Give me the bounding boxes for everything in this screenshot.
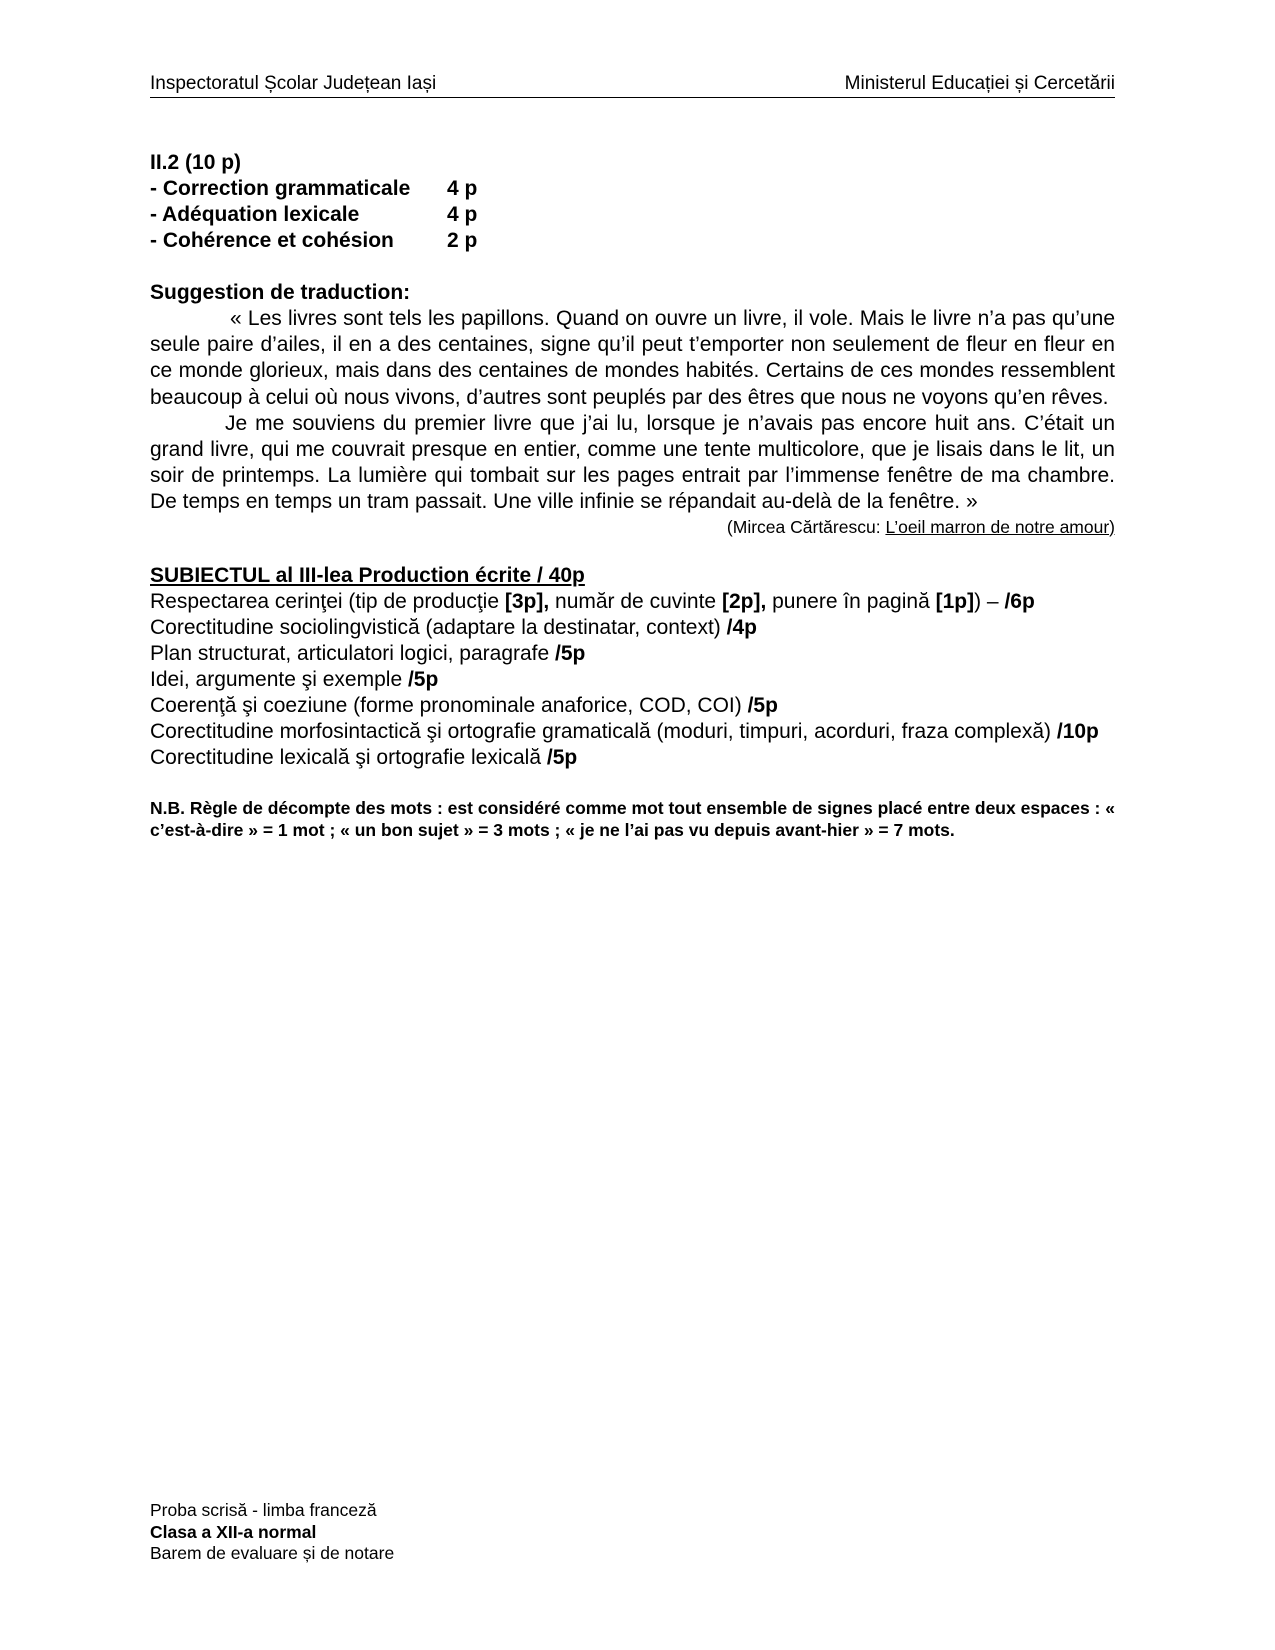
citation-author: (Mircea Cărtărescu: xyxy=(726,516,886,537)
translation-heading: Suggestion de traduction: xyxy=(150,281,411,304)
subject-3-line xyxy=(150,641,1115,667)
criterion-points: /6p xyxy=(1004,589,1035,613)
citation xyxy=(150,516,1115,538)
criterion-text: punere în pagină xyxy=(766,589,936,613)
criterion-text: ) – xyxy=(974,589,1005,613)
header-right: Ministerul Educației și Cercetării xyxy=(844,73,1115,94)
criterion-text: Coerenţă şi coeziune (forme pronominale anaforice, COD, COI) xyxy=(150,693,748,717)
criterion-label: - Cohérence et cohésion xyxy=(150,229,394,252)
subject-3-line xyxy=(150,589,1115,615)
header-left: Inspectoratul Școlar Județean Iași xyxy=(150,73,437,94)
criterion-points: [1p] xyxy=(935,589,975,613)
subject-3-line xyxy=(150,745,1115,771)
subject-3-line xyxy=(150,667,1115,693)
page-footer xyxy=(150,1500,394,1565)
criterion-text: număr de cuvinte xyxy=(549,589,722,613)
criterion-points: 2 p xyxy=(447,229,478,252)
criterion-text: Corectitudine sociolingvistică (adaptare la destinatar, context) xyxy=(150,615,727,639)
criterion-points: [2p], xyxy=(721,589,767,613)
page-header xyxy=(150,73,1115,98)
criterion-row xyxy=(150,228,1115,254)
subject-3-line xyxy=(150,615,1115,641)
criterion-row xyxy=(150,202,1115,228)
criterion-text: Corectitudine lexicală şi ortografie lexicală xyxy=(150,745,547,769)
criterion-points: [3p], xyxy=(504,589,550,613)
criterion-points: /5p xyxy=(546,745,578,769)
criterion-text: Idei, argumente şi exemple xyxy=(150,667,408,691)
criterion-text: Plan structurat, articulatori logici, paragrafe xyxy=(150,641,556,665)
criterion-text: Respectarea cerinţei (tip de producţie xyxy=(150,589,505,613)
footer-line-2: Clasa a XII-a normal xyxy=(150,1521,317,1542)
translation-paragraph-1: « Les livres sont tels les papillons. Quand on ouvre un livre, il vole. Mais le livre n’a pas qu’une seule paire d’ailes, il en a des centaines, signe qu’il peut t’emporter non seulement de fleur en fleur en ce monde glorieux, mais dans des centaines de mondes habités. Certains de ces mondes ressemblent beaucoup à celui où nous vivons, d’autres sont peuplés par des êtres que nous ne voyons qu’en rêves. xyxy=(150,307,1115,409)
criterion-label: - Adéquation lexicale xyxy=(150,203,360,226)
criterion-points: 4 p xyxy=(447,177,478,200)
criterion-points: 4 p xyxy=(447,203,478,226)
criterion-points: /4p xyxy=(726,615,757,639)
translation-text xyxy=(150,306,1115,516)
criterion-points: /5p xyxy=(555,641,586,665)
subject-3-line xyxy=(150,693,1115,719)
footer-line-3: Barem de evaluare și de notare xyxy=(150,1543,395,1563)
footer-line-1: Proba scrisă - limba franceză xyxy=(150,1500,377,1520)
criterion-row xyxy=(150,176,1115,202)
criterion-points: /10p xyxy=(1056,719,1099,743)
section-ii2-title: II.2 (10 p) xyxy=(150,151,242,174)
subject-3-title: SUBIECTUL al III-lea Production écrite / 40p xyxy=(150,563,585,587)
main-content xyxy=(150,150,1150,841)
criterion-points: /5p xyxy=(747,693,778,717)
citation-title: L’oeil marron de notre amour) xyxy=(885,516,1115,537)
nb-note: N.B. Règle de décompte des mots : est considéré comme mot tout ensemble de signes placé entre deux espaces : « c’est-à-dire » = 1 mot ; « un bon sujet » = 3 mots ; « je ne l’ai pas vu depuis avant-hier » = 7 mots. xyxy=(150,797,1115,840)
criterion-points: /5p xyxy=(407,667,439,691)
criterion-label: - Correction grammaticale xyxy=(150,177,411,200)
subject-3-line xyxy=(150,719,1115,745)
translation-paragraph-2: Je me souviens du premier livre que j’ai lu, lorsque je n’avais pas encore huit ans. C’était un grand livre, qui me couvrait presque en entier, comme une tente multicolore, que je lisais dans le lit, un soir de printemps. La lumière qui tombait sur les pages entrait par l’immense fenêtre de ma chambre. De temps en temps un tram passait. Une ville infinie se répandait au-delà de la fenêtre. » xyxy=(150,411,1115,514)
criterion-text: Corectitudine morfosintactică şi ortografie gramaticală (moduri, timpuri, acorduri, fraza complexă) xyxy=(150,719,1057,743)
